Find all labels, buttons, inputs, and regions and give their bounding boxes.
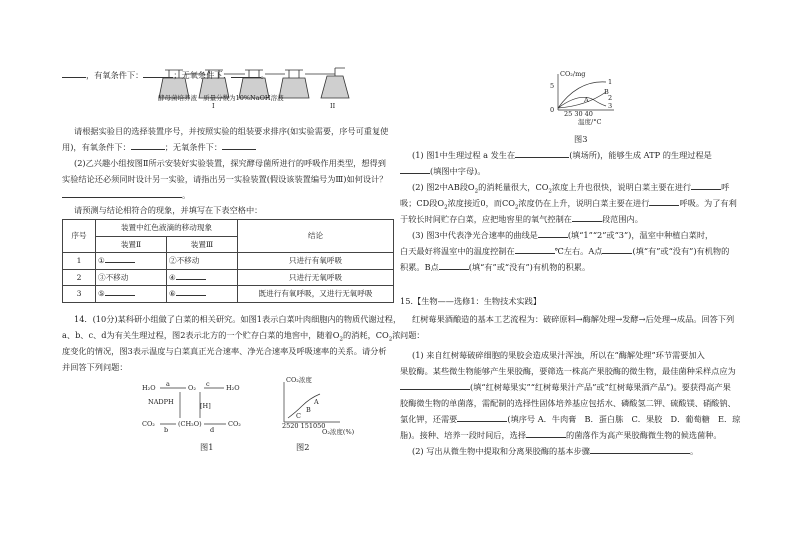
apparatus-id-2: II <box>330 102 336 110</box>
q15-line1: 红树莓果酒酿造的基本工艺流程为：破碎原料→酶解处理→发酵→后处理→成品。回答下列 <box>412 314 735 324</box>
q15-p1: (1) 来自红树莓破碎细胞的果胶会造成果汁浑浊，所以在“酶解处理”环节需要加入 <box>412 350 705 360</box>
th-device3: 装置Ⅲ <box>167 236 238 253</box>
q14-line4: 并回答下列问题： <box>62 362 128 372</box>
q15-title: 15.【生物——选修1：生物技术实践】 <box>400 296 542 306</box>
line1: ，有氧条件下： ；无氧条件下： 。 <box>62 68 269 84</box>
q14-line1: 14．(10分)某科研小组做了白菜的相关研究。如图1表示白菜叶肉细胞内的物质代谢过程， <box>74 314 402 324</box>
table-row: 1 ① ②不移动 只进行有氧呼吸 <box>63 253 394 270</box>
q15-p2: 果胶酶。某些微生物能够产生果胶酶，要筛选一株高产果胶酶的微生物，最佳菌种采样点应为 <box>400 366 736 376</box>
figure-1: H₂O a O₂ c H₂O NADPH [H] CO₂ b (CH₂O) d CO₂ <box>142 380 241 434</box>
q14-line2: a、b、c、d为有关生理过程，图2表示北方的一个贮存白菜的地窖中，随着$O_2$的消耗，$CO_2$浓 <box>62 330 401 343</box>
r-q3-line1: (3) 图3中代表净光合速率的曲线是 (填“1”“2”或“3”)，温室中种植白菜时， <box>412 230 714 240</box>
q1-text-line2: 用)，有氧条件下： ；无氧条件下： <box>62 140 256 156</box>
table-row: 2 ③不移动 ④ 只进行无氧呼吸 <box>63 269 394 286</box>
figure-2: CO₂浓度 A B C 2520 151050 O₂浓度(%) <box>282 376 355 436</box>
apparatus-label-1: 酵母菌培养液 <box>158 94 197 102</box>
q15-p5: 氯化钾，还需要 (填序号 A．牛肉膏 B．蛋白胨 C．果胶 D．葡萄糖 E．琼 <box>400 414 741 424</box>
r-q2-line2: 吸；CD段$O_2$浓度接近0，而$CO_2$浓度仍在上升，说明白菜主要在进行 呼吸。为了有利 <box>400 198 737 211</box>
q15-p3: (填“红树莓果实”“红树莓果汁产品”或“红树莓果酒产品”)。要获得高产果 <box>400 380 731 396</box>
fig2-caption: 图2 <box>296 442 310 452</box>
q1-text-line1: 请根据实验目的选择装置序号，并按照实验的组装要求排序(如实验需要，序号可重复使 <box>74 126 389 136</box>
th-device2: 装置Ⅱ <box>96 236 167 253</box>
r-q2-line3: 于较长时间贮存白菜，应把地窖里的氧气控制在 段范围内。 <box>400 214 643 224</box>
r-q3-line2: 白天最好将温室中的温度控制在 ℃左右。A点 (填“有”或“没有”)有机物的 <box>400 246 730 256</box>
table-row: 3 ⑤ ⑥ 既进行有氧呼吸，又进行无氧呼吸 <box>63 286 394 303</box>
q15-p7: 脂)。接种、培养一段时间后，选择 的菌落作为高产果胶酶微生物的候选菌种。 <box>400 430 722 440</box>
q2-line1: (2)乙兴趣小组按图Ⅱ所示安装好实验装置，探究酵母菌所进行的呼吸作用类型，想得到 <box>74 158 386 168</box>
q2-line3: 。 <box>62 188 190 204</box>
q15-q2: (2) 写出从微生物中提取和分离果胶酶的基本步骤 。 <box>412 446 699 456</box>
fig1-caption: 图1 <box>200 442 214 452</box>
q2-line2: 实验结论还必须同时设计另一实验，请指出另一实验装置(假设该装置编号为Ⅲ)如何设计？ <box>62 174 388 184</box>
th-conclusion: 结论 <box>238 220 394 253</box>
r-q1-line1: (1) 图1中生理过程 a 发生在 (填场所)，能够生成 ATP 的生理过程是 <box>412 150 712 160</box>
q14-line3: 度变化的情况，图3表示温度与白菜真正光合速率、净光合速率及呼吸速率的关系。请分析 <box>62 346 387 356</box>
r-q3-line3: 积累。B点 (填“有”或“没有”)有机物的积累。 <box>400 262 591 272</box>
q15-p4: 胶酶微生物的单菌落，需配制的选择性固体培养基应包括水、磷酸氢二钾、硫酸镁、硝酸钠、 <box>400 398 736 408</box>
th-seq: 序号 <box>63 220 96 253</box>
q2-line4: 请预测与结论相符合的现象，并填写在下表空格中： <box>74 205 263 215</box>
figure-3: CO₂/mg 5 1 B 2 A 3 0 25 30 40 温度/°C <box>550 70 613 126</box>
result-table <box>62 219 394 303</box>
apparatus-label-2: 质量分数为10%NaOH溶液 <box>203 94 284 102</box>
r-q1-line2: (填图中字母)。 <box>400 164 486 180</box>
q15-line2: 问题： <box>400 330 425 340</box>
apparatus-id-1: I <box>212 102 215 110</box>
fig3-caption: 图3 <box>574 134 588 144</box>
th-group: 装置中红色液滴的移动现象 <box>96 220 238 237</box>
r-q2-line1: (2) 图2中AB段$O_2$的消耗量很大，$CO_2$浓度上升也很快，说明白菜主要在进行 呼 <box>412 182 730 195</box>
